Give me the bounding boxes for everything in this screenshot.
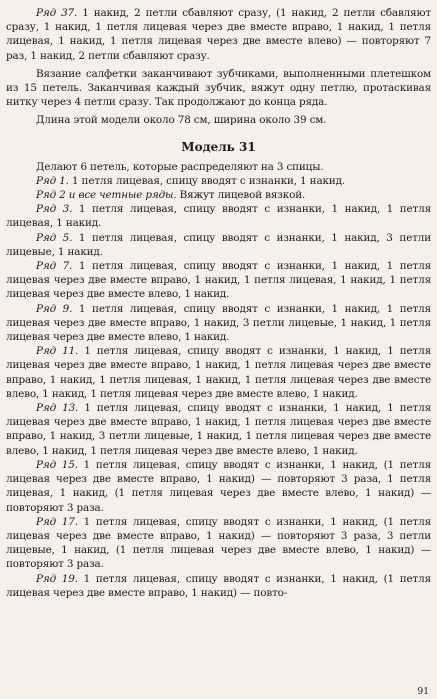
paragraph-row-3 (6, 202, 431, 230)
paragraph-row-15 (6, 458, 431, 515)
model-section (6, 160, 431, 600)
paragraph-row-13 (6, 401, 431, 458)
paragraph-text: 1 петля лицевая, спицу вводят с изнанки, 1 накид, (1 петля лицевая через две вместе вправо, 1 накид) — повто- (6, 572, 431, 599)
paragraph-text: 1 петля лицевая, спицу вводят с изнанки, 1 накид, 1 петля лицевая через две вместе вправо, 1 накид, 1 петля лицевая, 1 накид, 1 петля лицевая через две вместе влево, 1 накид. (6, 260, 431, 301)
paragraph-text: 1 петля лицевая, спицу вводят с изнанки, 1 накид, 1 петля лицевая через две вместе вправо, 1 накид, 1 петля лицевая через две вместе вправо, 1 накид, 3 петли лицевые, 1 накид, 1 петля лицевая через две вместе влево, 1 накид, 1 петля лицевая через две вместе влево, 1 накид. (6, 402, 431, 457)
paragraph-cast-on (6, 160, 431, 174)
paragraph-text: Длина этой модели около 78 см, ширина около 39 см. (36, 114, 327, 127)
paragraph-row-17 (6, 515, 431, 572)
paragraph-row-37 (6, 6, 431, 63)
paragraph-text: Вязание салфетки заканчивают зубчиками, выполненными плетешком из 15 петель. Заканчивая каждый зубчик, вяжут одну петлю, протаскивая нитку через 4 петли сразу. Так продолжают до конца ряда. (6, 67, 431, 109)
paragraph-row-1 (6, 174, 431, 188)
paragraph-row-9 (6, 302, 431, 345)
row-label: Ряд 9. (36, 302, 73, 315)
row-label: Ряд 3. (36, 203, 73, 216)
row-label: Ряд 7. (36, 260, 73, 273)
model-title: Модель 31 (181, 139, 256, 154)
row-label: Ряд 11. (36, 345, 79, 358)
row-label: Ряд 17. (36, 515, 78, 528)
paragraph-text: 1 петля лицевая, спицу вводят с изнанки, 1 накид, 3 петли лицевые, 1 накид. (6, 231, 431, 258)
paragraph-text: Делают 6 петель, которые распределяют на 3 спицы. (36, 160, 324, 173)
paragraph-text: 1 петля лицевая, спицу вводят с изнанки, 1 накид, 1 петля лицевая, 1 накид. (6, 203, 431, 230)
paragraph-text: 1 петля лицевая, спицу вводят с изнанки, 1 накид, (1 петля лицевая через две вместе вправо, 1 накид) — повторяют 3 раза, 3 петли лицевые, 1 накид, (1 петля лицевая через две вместе влево, 1 накид) — повторяют 3 раза. (6, 515, 431, 571)
row-label: Ряд 15. (36, 458, 78, 471)
paragraph-dimensions (6, 113, 431, 127)
row-label: Ряд 13. (36, 402, 79, 415)
intro-section (6, 6, 431, 128)
page-number: 91 (417, 687, 429, 697)
row-label: Ряд 19. (36, 572, 78, 585)
paragraph-row-11 (6, 344, 431, 401)
paragraph-text: 1 петля лицевая, спицу вводят с изнанки, 1 накид, 1 петля лицевая через две вместе вправо, 1 накид, 3 петли лицевые, 1 накид, 1 петля лицевая через две вместе влево, 1 накид. (6, 302, 431, 344)
paragraph-row-7 (6, 259, 431, 302)
paragraph-text: Вяжут лицевой вязкой. (176, 189, 306, 202)
row-label: Ряд 2 и все четные ряды. (36, 189, 177, 202)
paragraph-row-5 (6, 231, 431, 259)
paragraph-text: 1 петля лицевая, спицу вводят с изнанки, 1 накид, (1 петля лицевая через две вместе вправо, 1 накид) — повторяют 3 раза, 1 петля лицевая, 1 накид, (1 петля лицевая через две вместе влево, 1 накид) — повторяют 3 раза. (6, 458, 431, 514)
paragraph-finishing (6, 67, 431, 110)
paragraph-row-2 (6, 188, 431, 202)
row-label: Ряд 5. (36, 231, 73, 244)
row-label: Ряд 1. (36, 174, 69, 187)
paragraph-text: 1 петля лицевая, спицу вводят с изнанки, 1 накид, 1 петля лицевая через две вместе вправо, 1 накид, 1 петля лицевая через две вместе вправо, 1 накид, 1 петля лицевая, 1 накид, 1 петля лицевая через две вместе влево, 1 накид, 1 петля лицевая через две вместе влево, 1 накид. (6, 345, 431, 400)
paragraph-text: 1 накид, 2 петли сбавляют сразу, (1 накид, 2 петли сбавляют сразу, 1 накид, 1 петля лицевая через две вместе вправо, 1 накид, 1 петля лицевая, 1 накид, 1 петля лицевая через две вместе влево) — повторяют 7 раз, 1 накид, 2 петли сбавляют сразу. (6, 7, 431, 62)
paragraph-text: 1 петля лицевая, спицу вводят с изнанки, 1 накид. (68, 174, 346, 187)
row-label: Ряд 37. (36, 7, 78, 19)
paragraph-row-19 (6, 572, 431, 600)
